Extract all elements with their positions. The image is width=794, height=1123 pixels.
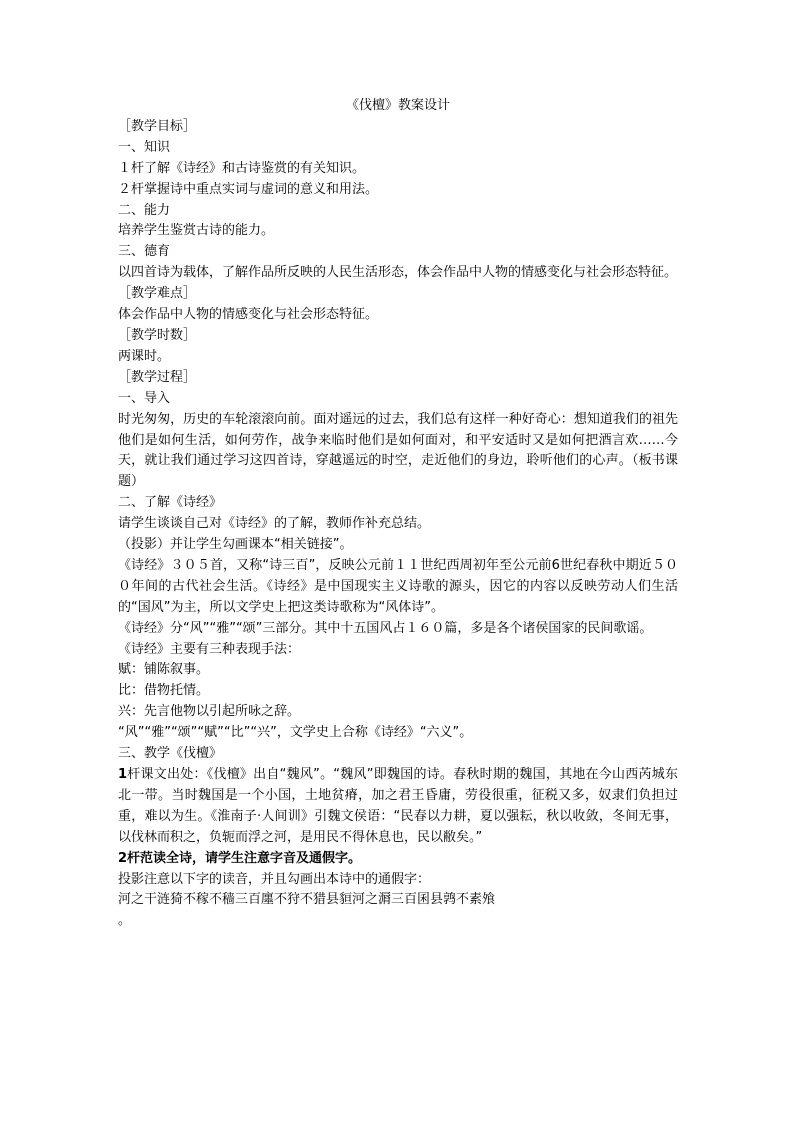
fatan-reading-paragraph: [118, 849, 678, 870]
section-bracket-process: ［教学过程］: [118, 369, 197, 385]
fatan-source-text: 杆课文出处：《伐檀》出自“魏风”。“魏风”即魏国的诗。春秋时期的魏国，其地在今山西芮城东北一带。当时魏国是一个小国，土地贫瘠，加之君王昏庸，劳役很重，征税又多，奴隶们负担过重，难以为生。《淮南子·人间训》引魏文侯语：“民春以力耕，夏以强耘，秋以收敛，冬间无事，以伐林而积之，负轭而浮之河，是用民不得休息也，民以敝矣。”: [118, 767, 678, 845]
heading-knowledge: 一、知识: [118, 139, 171, 155]
pronunciation-words: 河之干涟猗不稼不穑三百廛不狩不猎县貆河之漘三百囷县鹑不素飧: [118, 892, 496, 908]
fatan-reading-text: 杆范读全诗，请学生注意字音及通假字。: [127, 850, 362, 866]
heading-ability: 二、能力: [118, 202, 171, 218]
intro-paragraph: 时光匆匆，历史的车轮滚滚向前。面对遥远的过去，我们总有这样一种好奇心：想知道我们的祖先他们是如何生活，如何劳作，战争来临时他们是如何面对，和平安适时又是如何把酒言欢……今天，就让我们通过学习这四首诗，穿越遥远的时空，走近他们的身边，聆听他们的心声。（板书课题）: [118, 411, 678, 490]
technique-xing: 兴：先言他物以引起所咏之辞。: [118, 704, 301, 720]
document-body: [118, 96, 678, 932]
moral-text: 以四首诗为载体，了解作品所反映的人民生活形态，体会作品中人物的情感变化与社会形态特征。: [118, 265, 678, 281]
hours-text: 两课时。: [118, 348, 171, 364]
shijing-overview: 《诗经》３０５首，又称“诗三百”，反映公元前１１世纪西周初年至公元前6世纪春秋中期近５００年间的古代社会生活。《诗经》是中国现实主义诗歌的源头，因它的内容以反映劳动人们生活的“国风”为主，所以文学史上把这类诗歌称为“风体诗”。: [118, 557, 678, 615]
heading-shijing: 二、了解《诗经》: [118, 495, 223, 511]
ability-text: 培养学生鉴赏古诗的能力。: [118, 223, 275, 239]
technique-fu: 赋：铺陈叙事。: [118, 662, 210, 678]
document-title: 《伐檀》教案设计: [345, 98, 450, 113]
knowledge-item-2: ２杆掌握诗中重点实词与虚词的意义和用法。: [118, 181, 379, 197]
six-principles: “风”“雅”“颂”“赋”“比”“兴”，文学史上合称《诗经》“六义”。: [118, 725, 473, 741]
shijing-techniques: 《诗经》主要有三种表现手法：: [118, 641, 301, 657]
shijing-discussion: 请学生谈谈自己对《诗经》的了解，教师作补充总结。: [118, 516, 431, 532]
step-marker-2: 2: [118, 850, 128, 866]
shijing-projection: （投影）并让学生勾画课本“相关链接”。: [118, 537, 353, 553]
heading-teach-fatan: 三、教学《伐檀》: [118, 746, 223, 762]
fatan-source-paragraph: [118, 765, 678, 849]
pronunciation-instruction: 投影注意以下字的读音，并且勾画出本诗中的通假字：: [118, 871, 431, 887]
heading-moral: 三、德育: [118, 244, 171, 260]
technique-bi: 比：借物托情。: [118, 683, 210, 699]
section-bracket-hours: ［教学时数］: [118, 327, 197, 343]
section-bracket-difficulty: ［教学难点］: [118, 286, 197, 302]
heading-intro: 一、导入: [118, 390, 171, 406]
knowledge-item-1: １杆了解《诗经》和古诗鉴赏的有关知识。: [118, 160, 366, 176]
section-bracket-objectives: ［教学目标］: [118, 118, 197, 134]
shijing-parts: 《诗经》分“风”“雅”“颂”三部分。其中十五国风占１６０篇，多是各个诸侯国家的民间歌谣。: [118, 620, 653, 636]
trailing-period: 。: [118, 913, 132, 929]
difficulty-text: 体会作品中人物的情感变化与社会形态特征。: [118, 307, 379, 323]
step-marker-1: 1: [118, 767, 128, 782]
